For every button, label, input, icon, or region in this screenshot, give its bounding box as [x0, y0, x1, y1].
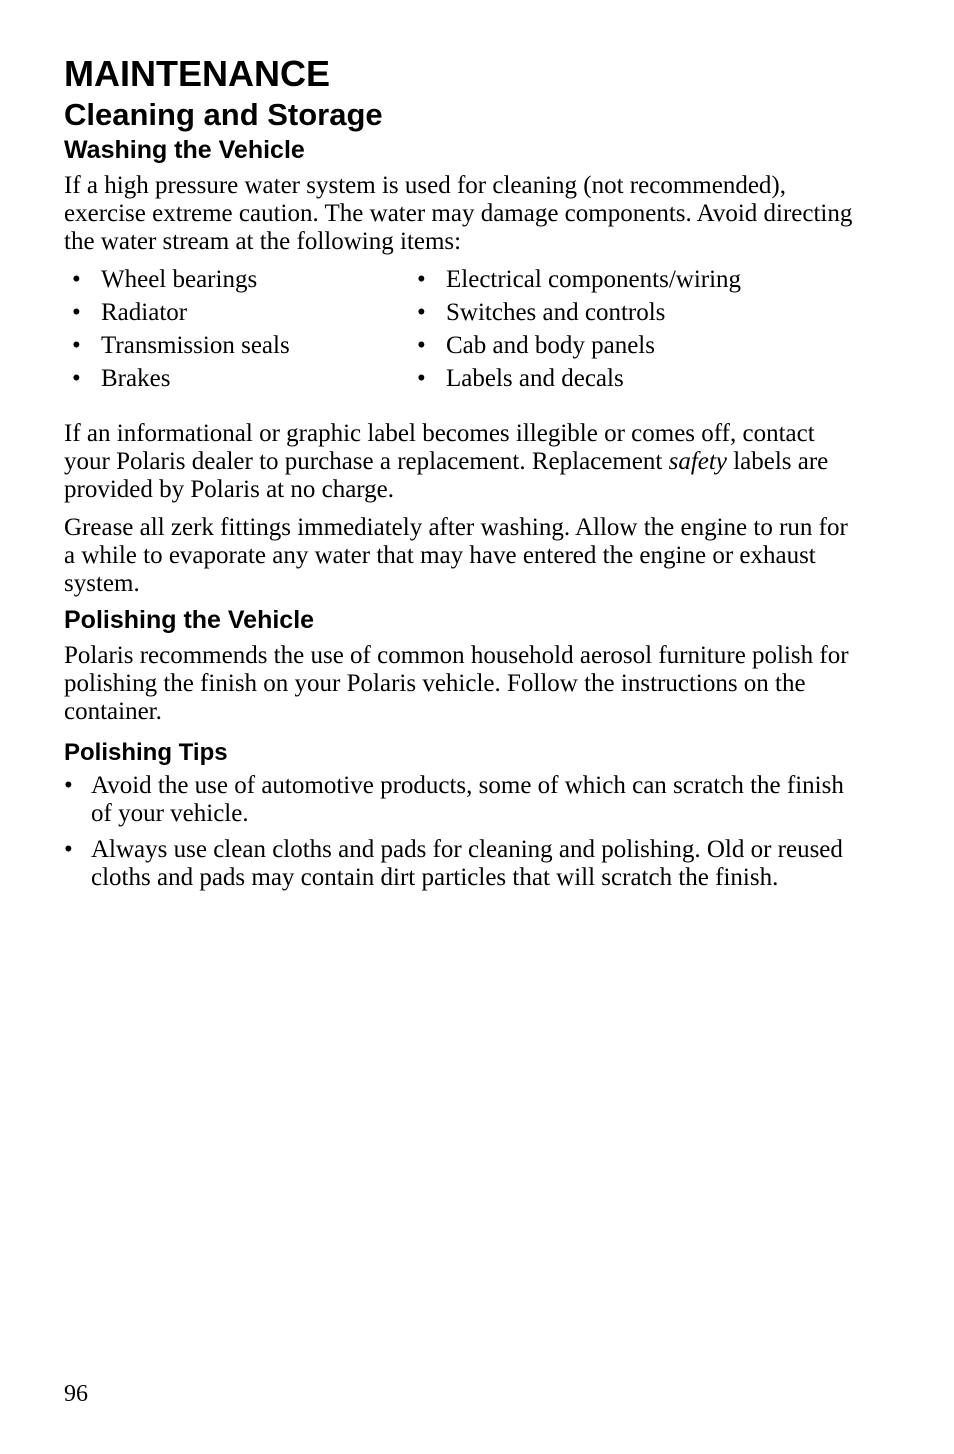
washing-intro: If a high pressure water system is used for cleaning (not recommended), exercise extreme caution. The water may damage components. Avoid directing the water stream at the following items:: [64, 172, 853, 255]
list-item: • Switches and controls: [417, 299, 666, 326]
chapter-title: MAINTENANCE: [64, 53, 330, 94]
page-content: [64, 52, 864, 900]
polishing-tips-heading: Polishing Tips: [64, 739, 228, 766]
bullet-icon: •: [72, 365, 81, 392]
list-item: • Electrical components/wiring: [417, 266, 742, 293]
section-title: Cleaning and Storage: [64, 97, 383, 132]
washing-items-list: [72, 266, 864, 398]
list-item: • Transmission seals: [72, 332, 290, 359]
bullet-icon: •: [72, 299, 81, 326]
list-item: • Avoid the use of automotive products, some of which can scratch the finish of your vehicle.: [64, 772, 844, 827]
bullet-icon: •: [64, 836, 73, 863]
washing-heading: Washing the Vehicle: [64, 136, 305, 164]
list-item: • Labels and decals: [417, 365, 624, 392]
label-replacement-paragraph: If an informational or graphic label becomes illegible or comes off, contact your Polaris dealer to purchase a replacement. Replacement safety labels are provided by Polaris at no charge.: [64, 420, 829, 503]
polishing-paragraph: Polaris recommends the use of common household aerosol furniture polish for polishing the finish on your Polaris vehicle. Follow the instructions on the container.: [64, 642, 849, 725]
bullet-icon: •: [64, 772, 73, 799]
grease-paragraph: Grease all zerk fittings immediately after washing. Allow the engine to run for a while to evaporate any water that may have entered the engine or exhaust system.: [64, 514, 848, 597]
list-item: • Brakes: [72, 365, 171, 392]
bullet-icon: •: [417, 266, 426, 293]
list-item: • Always use clean cloths and pads for cleaning and polishing. Old or reused cloths and pads may contain dirt particles that will scratch the finish.: [64, 836, 843, 891]
list-item: • Cab and body panels: [417, 332, 655, 359]
bullet-icon: •: [417, 299, 426, 326]
list-item: • Radiator: [72, 299, 188, 326]
list-item: • Wheel bearings: [72, 266, 258, 293]
bullet-icon: •: [72, 332, 81, 359]
page-number: 96: [64, 1381, 88, 1407]
bullet-icon: •: [72, 266, 81, 293]
polishing-tips-list: [64, 772, 864, 892]
bullet-icon: •: [417, 365, 426, 392]
polishing-heading: Polishing the Vehicle: [64, 606, 315, 634]
bullet-icon: •: [417, 332, 426, 359]
